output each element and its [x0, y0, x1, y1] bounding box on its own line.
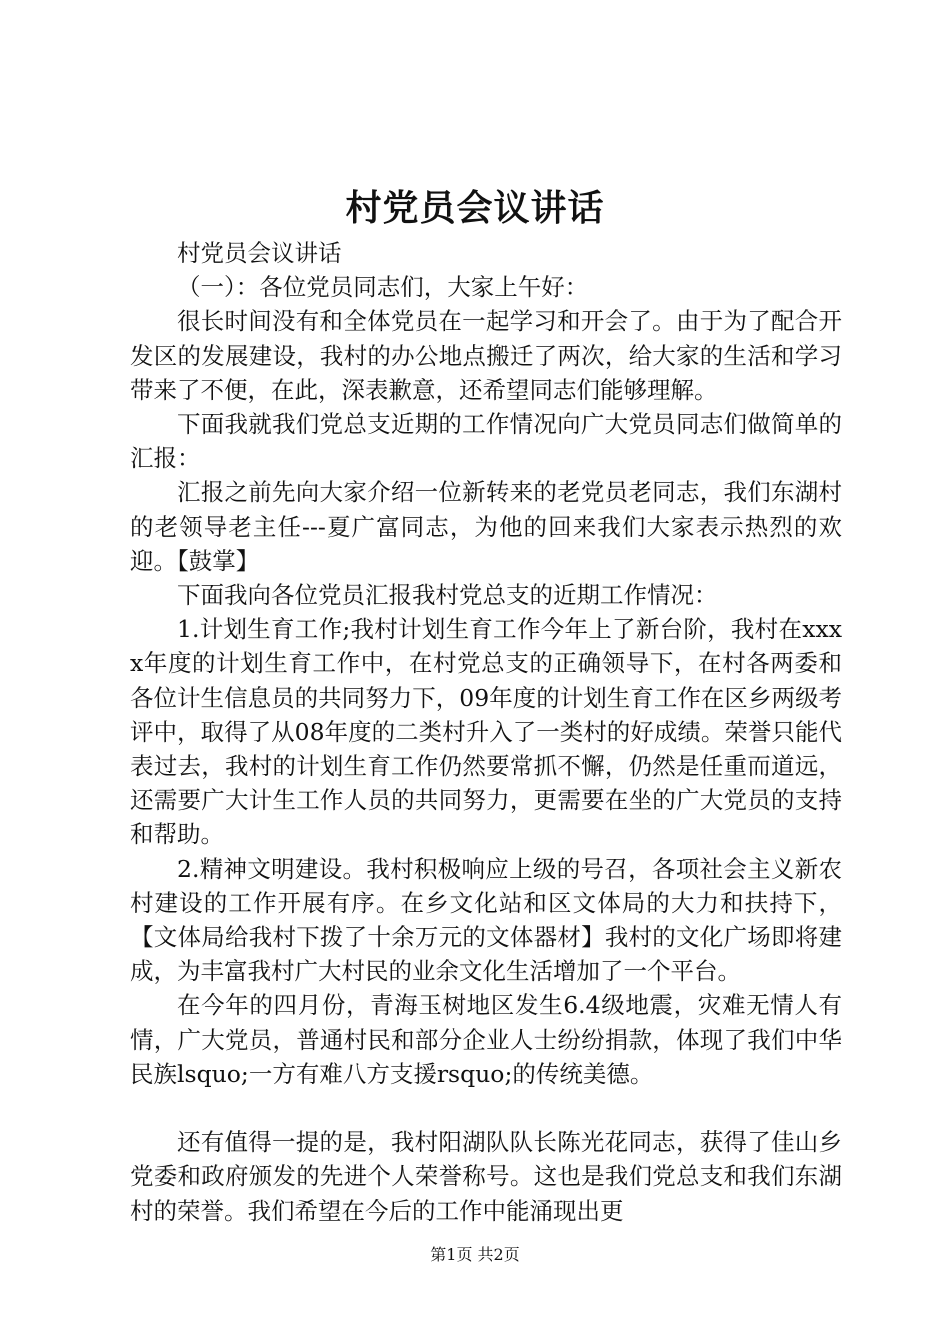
document-title: 村党员会议讲话	[345, 187, 605, 229]
paragraph: 在今年的四月份，青海玉树地区发生6.4级地震，灾难无情人有情，广大党员，普通村民和部分企业人士纷纷捐款，体现了我们中华民族lsquo;一方有难八方支援rsquo;的传统美德。	[130, 991, 842, 1088]
paragraph: 还有值得一提的是，我村阳湖队队长陈光花同志，获得了佳山乡党委和政府颁发的先进个人荣誉称号。这也是我们党总支和我们东湖村的荣誉。我们希望在今后的工作中能涌现出更	[130, 1128, 842, 1225]
paragraph: 下面我向各位党员汇报我村党总支的近期工作情况：	[177, 581, 718, 610]
paragraph: 下面我就我们党总支近期的工作情况向广大党员同志们做简单的汇报：	[130, 410, 842, 473]
page-footer: 第1页 共2页	[430, 1245, 520, 1264]
paragraph: 1.计划生育工作;我村计划生育工作今年上了新台阶，我村在xxxx年度的计划生育工作中，在村党总支的正确领导下，在村各两委和各位计生信息员的共同努力下，09年度的计划生育工作在区乡两级考评中，取得了从08年度的二类村升入了一类村的好成绩。荣誉只能代表过去，我村的计划生育工作仍然要常抓不懈，仍然是任重而道远，还需要广大计生工作人员的共同努力，更需要在坐的广大党员的支持和帮助。	[130, 615, 842, 849]
document-body	[130, 236, 842, 1228]
paragraph: 很长时间没有和全体党员在一起学习和开会了。由于为了配合开发区的发展建设，我村的办公地点搬迁了两次，给大家的生活和学习带来了不便，在此，深表歉意，还希望同志们能够理解。	[130, 307, 842, 404]
paragraph: 村党员会议讲话	[177, 239, 342, 267]
paragraph: 2.精神文明建设。我村积极响应上级的号召，各项社会主义新农村建设的工作开展有序。在乡文化站和区文体局的大力和扶持下，【文体局给我村下拨了十余万元的文体器材】我村的文化广场即将建成，为丰富我村广大村民的业余文化生活增加了一个平台。	[130, 854, 842, 986]
paragraph: （一）：各位党员同志们，大家上午好：	[177, 273, 589, 302]
paragraph: 汇报之前先向大家介绍一位新转来的老党员老同志，我们东湖村的老领导老主任---夏广富同志，为他的回来我们大家表示热烈的欢迎。【鼓掌】	[130, 478, 842, 575]
